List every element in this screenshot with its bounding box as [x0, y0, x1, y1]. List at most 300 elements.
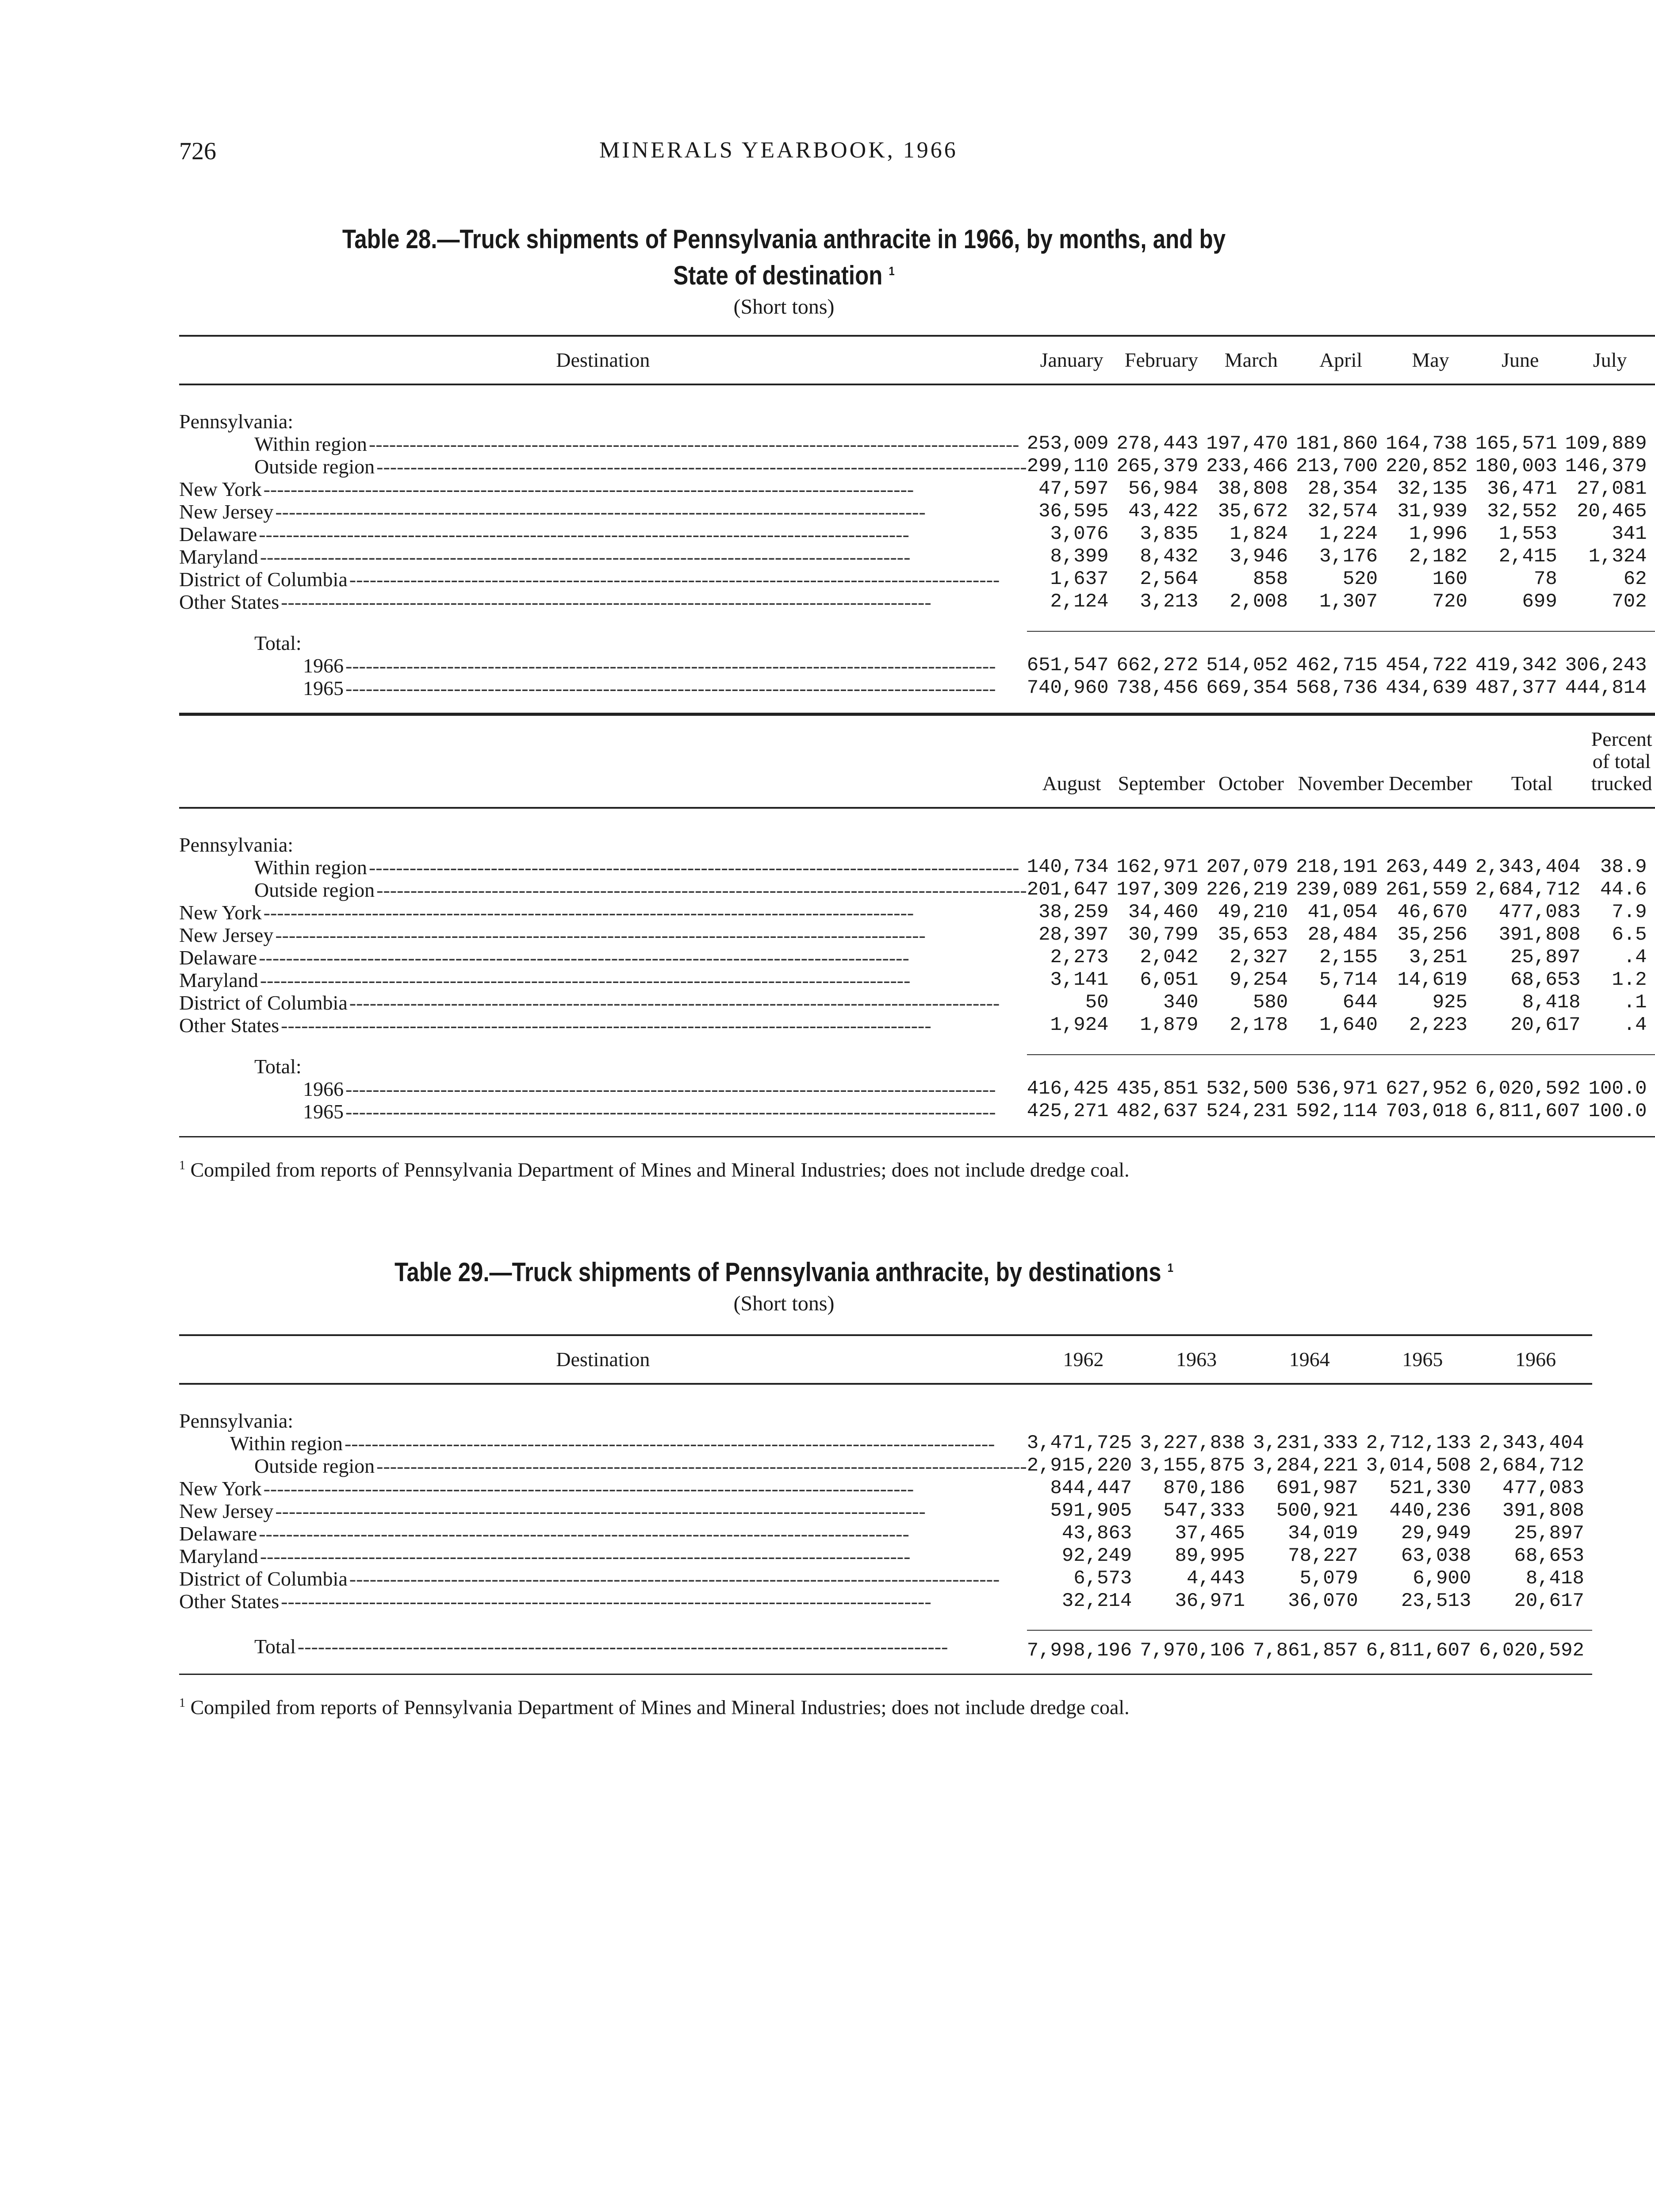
table-row — [179, 879, 1655, 901]
table-cell: 644 — [1342, 991, 1378, 1014]
table-row — [179, 1567, 1592, 1590]
table-cell: 391,808 — [1502, 1500, 1584, 1522]
table-cell: 263,449 — [1386, 856, 1467, 878]
table-cell: 500,921 — [1276, 1500, 1358, 1522]
table-row — [179, 545, 1655, 568]
leader-dots: ------------------------------------------------------------------------------------------------ — [281, 1014, 931, 1037]
rule-row — [179, 1037, 1655, 1055]
table-cell: 870,186 — [1163, 1477, 1245, 1499]
row-label-text: Other States — [179, 1014, 281, 1037]
table-cell: 3,141 — [1050, 969, 1109, 991]
table-cell: 2,124 — [1050, 591, 1109, 613]
footnote-text: Compiled from reports of Pennsylvania Department of Mines and Mineral Industries; does not include dredge coal. — [190, 1158, 1130, 1181]
table-cell: 1,996 — [1409, 523, 1467, 545]
table-cell: 1,824 — [1230, 523, 1288, 545]
table-cell: 454,722 — [1386, 654, 1467, 676]
group-row-pennsylvania-label: Pennsylvania: — [179, 833, 294, 856]
table-cell: 220,852 — [1386, 455, 1467, 477]
row-label — [179, 568, 1027, 591]
row-label-text: 1965 — [303, 1100, 345, 1123]
table-cell: 7,861,857 — [1253, 1640, 1358, 1662]
col-header: 1966 — [1515, 1348, 1556, 1371]
table-cell: 444,814 — [1565, 677, 1647, 699]
table-cell: 3,251 — [1409, 946, 1467, 968]
table-cell: 32,574 — [1307, 500, 1378, 522]
col-header: 1963 — [1176, 1348, 1217, 1371]
table-29-title — [270, 1252, 1298, 1288]
row-label-text: New Jersey — [179, 1500, 275, 1522]
row-label — [179, 1545, 1027, 1567]
leader-dots: ------------------------------------------------------------------------------------------------ — [344, 1432, 995, 1455]
row-label-text: 1966 — [303, 654, 345, 677]
leader-dots: ------------------------------------------------------------------------------------------------ — [260, 1545, 911, 1567]
leader-dots: ------------------------------------------------------------------------------------------------ — [275, 500, 926, 523]
end-rule-row — [179, 699, 1655, 714]
leader-dots: ------------------------------------------------------------------------------------------------ — [349, 991, 1000, 1014]
group-row-pennsylvania — [179, 1409, 1592, 1432]
table-cell: 6,020,592 — [1479, 1640, 1584, 1662]
table-row — [179, 946, 1655, 969]
table-29 — [179, 1252, 1584, 1719]
total-row — [179, 1078, 1655, 1100]
running-head — [179, 137, 1373, 173]
row-label — [179, 654, 1027, 677]
table-cell: 38.9 — [1600, 856, 1647, 878]
table-cell: 580 — [1253, 991, 1288, 1014]
table-cell: 1,224 — [1319, 523, 1378, 545]
table-cell: 6,573 — [1073, 1567, 1132, 1590]
table-cell: 462,715 — [1296, 654, 1378, 676]
table-cell: 2,684,712 — [1479, 1455, 1584, 1477]
group-row-pennsylvania — [179, 833, 1655, 856]
row-label — [179, 856, 1027, 879]
table-cell: 1.2 — [1612, 969, 1647, 991]
row-label — [179, 1455, 1027, 1477]
table-cell: 28,484 — [1307, 924, 1378, 946]
row-label-text: New York — [179, 901, 264, 924]
table-cell: 6,051 — [1140, 969, 1199, 991]
table-cell: 419,342 — [1475, 654, 1557, 676]
table-cell: 925 — [1432, 991, 1467, 1014]
table-cell: 3,835 — [1140, 523, 1199, 545]
row-label-text: Maryland — [179, 969, 260, 991]
leader-dots: ------------------------------------------------------------------------------------------------ — [297, 1635, 948, 1658]
row-label — [179, 478, 1027, 500]
table-cell: 592,114 — [1296, 1100, 1378, 1122]
table-cell: 299,110 — [1027, 455, 1109, 477]
table-28-part-1-body — [179, 384, 1655, 714]
col-header: Percent of total trucked — [1591, 728, 1652, 795]
table-cell: 434,639 — [1386, 677, 1467, 699]
footnote-mark: 1 — [179, 1696, 185, 1710]
table-cell: 165,571 — [1475, 433, 1557, 455]
table-row — [179, 591, 1655, 613]
leader-dots: ------------------------------------------------------------------------------------------------ — [260, 969, 911, 991]
table-cell: 62 — [1623, 568, 1647, 590]
row-label-text: Outside region — [254, 1455, 376, 1477]
table-cell: 2,223 — [1409, 1014, 1467, 1036]
table-row — [179, 924, 1655, 946]
table-cell: 2,182 — [1409, 545, 1467, 568]
row-label-text: District of Columbia — [179, 568, 349, 591]
leader-dots: ------------------------------------------------------------------------------------------------ — [345, 677, 996, 699]
table-cell: 36,471 — [1487, 478, 1557, 500]
table-cell: 3,471,725 — [1027, 1432, 1132, 1454]
table-cell: 844,447 — [1050, 1477, 1132, 1499]
table-cell: 740,960 — [1027, 677, 1109, 699]
table-cell: 20,617 — [1510, 1014, 1581, 1036]
row-label-text: District of Columbia — [179, 991, 349, 1014]
row-label-text: Total — [254, 1635, 298, 1658]
leader-dots: ------------------------------------------------------------------------------------------------ — [345, 1078, 996, 1100]
row-label — [179, 901, 1027, 924]
table-cell: 3,014,508 — [1366, 1455, 1471, 1477]
table-29-title-footnote-mark: 1 — [1167, 1261, 1173, 1275]
table-cell: 521,330 — [1389, 1477, 1471, 1499]
row-label-text: Within region — [254, 856, 369, 879]
table-cell: 547,333 — [1163, 1500, 1245, 1522]
row-label-text: Outside region — [254, 879, 376, 901]
group-row-total — [179, 631, 1655, 654]
row-label-text: 1966 — [303, 1078, 345, 1100]
table-cell: 265,379 — [1116, 455, 1199, 477]
row-label — [179, 879, 1027, 901]
table-cell: 47,597 — [1038, 478, 1109, 500]
table-cell: 261,559 — [1386, 879, 1467, 901]
table-row — [179, 901, 1655, 924]
table-cell: 34,019 — [1288, 1522, 1358, 1544]
table-28-title-line1: Table 28.—Truck shipments of Pennsylvania anthracite in 1966, by months, and by — [342, 224, 1226, 254]
row-label — [179, 946, 1027, 969]
row-label — [179, 1500, 1027, 1522]
col-header: January — [1040, 349, 1103, 371]
spacer-row — [179, 1384, 1592, 1409]
table-row — [179, 1455, 1592, 1477]
table-cell: 1,324 — [1588, 545, 1647, 568]
table-row — [179, 1477, 1592, 1500]
row-label — [179, 677, 1027, 699]
table-cell: 2,712,133 — [1366, 1432, 1471, 1454]
table-cell: 32,214 — [1061, 1590, 1132, 1612]
table-28-title-footnote-mark: 1 — [889, 264, 895, 278]
table-cell: 38,259 — [1038, 901, 1109, 923]
table-cell: 20,465 — [1577, 500, 1647, 522]
table-cell: 5,079 — [1299, 1567, 1358, 1590]
table-cell: 37,465 — [1175, 1522, 1245, 1544]
table-cell: 68,653 — [1510, 969, 1581, 991]
table-cell: 14,619 — [1397, 969, 1467, 991]
table-cell: 425,271 — [1027, 1100, 1109, 1122]
col-header: 1964 — [1289, 1348, 1330, 1371]
row-label — [179, 433, 1027, 455]
table-cell: 89,995 — [1175, 1545, 1245, 1567]
row-label-text: District of Columbia — [179, 1567, 349, 1590]
col-header: March — [1224, 349, 1278, 371]
table-cell: 702 — [1612, 591, 1647, 613]
table-row — [179, 1522, 1592, 1545]
col-header: October — [1218, 772, 1284, 795]
table-cell: 63,038 — [1401, 1545, 1471, 1567]
table-cell: 278,443 — [1116, 433, 1199, 455]
table-cell: 253,009 — [1027, 433, 1109, 455]
table-cell: 2,564 — [1140, 568, 1199, 590]
table-cell: 46,670 — [1397, 901, 1467, 923]
table-cell: 651,547 — [1027, 654, 1109, 676]
table-cell: 36,971 — [1175, 1590, 1245, 1612]
table-cell: 2,343,404 — [1479, 1432, 1584, 1454]
rule-row — [179, 613, 1655, 631]
table-row — [179, 856, 1655, 879]
table-cell: 56,984 — [1128, 478, 1199, 500]
table-cell: 1,307 — [1319, 591, 1378, 613]
table-cell: 2,684,712 — [1475, 879, 1581, 901]
table-cell: 5,714 — [1319, 969, 1378, 991]
group-row-total-label: Total: — [254, 632, 302, 654]
table-cell: 477,083 — [1502, 1477, 1584, 1499]
table-cell: 226,219 — [1206, 879, 1288, 901]
row-label — [179, 523, 1027, 545]
table-cell: 38,808 — [1218, 478, 1288, 500]
table-cell: 36,070 — [1288, 1590, 1358, 1612]
col-header: December — [1388, 772, 1472, 795]
leader-dots: ------------------------------------------------------------------------------------------------ — [376, 1455, 1027, 1477]
table-cell: 1,879 — [1140, 1014, 1199, 1036]
row-label-text: 1965 — [303, 677, 345, 699]
table-cell: 6.5 — [1612, 924, 1647, 946]
table-cell: 7,998,196 — [1027, 1640, 1132, 1662]
row-label — [179, 1590, 1027, 1613]
table-cell: 8,432 — [1140, 545, 1199, 568]
table-cell: 627,952 — [1386, 1078, 1467, 1100]
table-row — [179, 568, 1655, 591]
row-label-text: New Jersey — [179, 500, 275, 523]
table-cell: 32,135 — [1397, 478, 1467, 500]
group-row-total-label: Total: — [254, 1055, 302, 1078]
table-cell: 43,422 — [1128, 500, 1199, 522]
row-label-text: New York — [179, 1477, 264, 1500]
leader-dots: ------------------------------------------------------------------------------------------------ — [259, 523, 909, 545]
table-cell: 3,213 — [1140, 591, 1199, 613]
row-label — [179, 1630, 1027, 1662]
table-cell: 100.0 — [1588, 1078, 1647, 1100]
table-cell: 78 — [1533, 568, 1557, 590]
leader-dots: ------------------------------------------------------------------------------------------------ — [275, 1500, 926, 1522]
total-row — [179, 677, 1655, 699]
row-label — [179, 991, 1027, 1014]
table-29-body — [179, 1384, 1592, 1674]
col-header: August — [1042, 772, 1101, 795]
table-cell: 6,020,592 — [1475, 1078, 1581, 1100]
total-row — [179, 654, 1655, 677]
table-cell: 340 — [1163, 991, 1199, 1014]
table-cell: 6,811,607 — [1475, 1100, 1581, 1122]
table-28-subtitle: (Short tons) — [733, 295, 835, 319]
table-cell: 35,256 — [1397, 924, 1467, 946]
table-cell: 201,647 — [1027, 879, 1109, 901]
table-cell: 391,808 — [1498, 924, 1581, 946]
table-cell: 7,970,106 — [1140, 1640, 1245, 1662]
table-cell: 520 — [1342, 568, 1378, 590]
table-28-title — [270, 223, 1298, 292]
table-row — [179, 500, 1655, 523]
leader-dots: ------------------------------------------------------------------------------------------------ — [376, 879, 1027, 901]
table-28 — [179, 223, 1652, 1181]
table-cell: 162,971 — [1116, 856, 1199, 878]
row-label-text: New York — [179, 478, 264, 500]
table-cell: 1,553 — [1498, 523, 1557, 545]
table-cell: 514,052 — [1206, 654, 1288, 676]
table-cell: 3,946 — [1230, 545, 1288, 568]
table-cell: 233,466 — [1206, 455, 1288, 477]
table-cell: 3,284,221 — [1253, 1455, 1358, 1477]
table-row — [179, 991, 1655, 1014]
leader-dots: ------------------------------------------------------------------------------------------------ — [376, 455, 1027, 478]
table-cell: 7.9 — [1612, 901, 1647, 923]
table-cell: 3,227,838 — [1140, 1432, 1245, 1454]
table-cell: 109,889 — [1565, 433, 1647, 455]
table-cell: 197,470 — [1206, 433, 1288, 455]
table-cell: .1 — [1623, 991, 1647, 1014]
table-row — [179, 1590, 1592, 1613]
row-label — [179, 1100, 1027, 1123]
table-cell: 3,231,333 — [1253, 1432, 1358, 1454]
col-header: July — [1593, 349, 1627, 371]
row-label-text: Within region — [230, 1432, 345, 1455]
table-cell: 2,155 — [1319, 946, 1378, 968]
row-label — [179, 500, 1027, 523]
row-label-text: New Jersey — [179, 924, 275, 946]
table-cell: 568,736 — [1296, 677, 1378, 699]
table-cell: 341 — [1612, 523, 1647, 545]
table-cell: 703,018 — [1386, 1100, 1467, 1122]
table-cell: 213,700 — [1296, 455, 1378, 477]
row-label — [179, 924, 1027, 946]
table-cell: 1,640 — [1319, 1014, 1378, 1036]
row-label — [179, 1567, 1027, 1590]
leader-dots: ------------------------------------------------------------------------------------------------ — [263, 478, 914, 500]
row-label-text: Delaware — [179, 523, 259, 545]
leader-dots: ------------------------------------------------------------------------------------------------ — [349, 568, 1000, 591]
table-cell: 306,243 — [1565, 654, 1647, 676]
leader-dots: ------------------------------------------------------------------------------------------------ — [368, 856, 1019, 879]
leader-dots: ------------------------------------------------------------------------------------------------ — [281, 591, 931, 613]
col-header: 1965 — [1402, 1348, 1443, 1371]
page-number: 726 — [179, 138, 216, 165]
destination-header: Destination — [556, 349, 650, 371]
table-cell: 2,915,220 — [1027, 1455, 1132, 1477]
table-cell: 146,379 — [1565, 455, 1647, 477]
table-cell: 2,042 — [1140, 946, 1199, 968]
table-cell: 3,076 — [1050, 523, 1109, 545]
table-cell: 43,863 — [1061, 1522, 1132, 1544]
table-cell: 8,418 — [1525, 1567, 1584, 1590]
table-cell: 858 — [1253, 568, 1288, 590]
leader-dots: ------------------------------------------------------------------------------------------------ — [259, 1522, 909, 1545]
footnote-mark: 1 — [179, 1159, 185, 1172]
table-row — [179, 433, 1655, 455]
table-29-header-row — [179, 1335, 1592, 1384]
table-cell: 34,460 — [1128, 901, 1199, 923]
table-cell: 4,443 — [1186, 1567, 1245, 1590]
table-28-header-row-1 — [179, 336, 1655, 384]
end-rule-row — [179, 1662, 1592, 1674]
table-cell: 738,456 — [1116, 677, 1199, 699]
table-cell: 2,415 — [1498, 545, 1557, 568]
table-row — [179, 478, 1655, 500]
table-cell: 239,089 — [1296, 879, 1378, 901]
table-cell: 78,227 — [1288, 1545, 1358, 1567]
table-cell: .4 — [1623, 946, 1647, 968]
table-cell: 218,191 — [1296, 856, 1378, 878]
table-cell: 440,236 — [1389, 1500, 1471, 1522]
table-cell: 31,939 — [1397, 500, 1467, 522]
table-cell: 699 — [1522, 591, 1557, 613]
table-row — [179, 1500, 1592, 1522]
row-label — [179, 1432, 1027, 1455]
leader-dots: ------------------------------------------------------------------------------------------------ — [259, 946, 909, 969]
table-cell: 1,924 — [1050, 1014, 1109, 1036]
group-row-pennsylvania-label: Pennsylvania: — [179, 1409, 294, 1432]
row-label — [179, 1477, 1027, 1500]
table-cell: 35,672 — [1218, 500, 1288, 522]
leader-dots: ------------------------------------------------------------------------------------------------ — [260, 545, 911, 568]
table-cell: 28,397 — [1038, 924, 1109, 946]
row-label — [179, 1522, 1027, 1545]
table-cell: 181,860 — [1296, 433, 1378, 455]
col-header: June — [1502, 349, 1539, 371]
row-label-text: Maryland — [179, 1545, 260, 1567]
table-cell: 27,081 — [1577, 478, 1647, 500]
table-cell: 36,595 — [1038, 500, 1109, 522]
table-cell: 487,377 — [1475, 677, 1557, 699]
table-cell: 9,254 — [1230, 969, 1288, 991]
table-cell: 68,653 — [1514, 1545, 1584, 1567]
table-28-header-row-2 — [179, 715, 1655, 808]
group-row-pennsylvania — [179, 410, 1655, 433]
row-label — [179, 1014, 1027, 1037]
table-cell: 49,210 — [1218, 901, 1288, 923]
table-cell: 44.6 — [1600, 879, 1647, 901]
table-cell: 8,418 — [1522, 991, 1581, 1014]
table-cell: 3,155,875 — [1140, 1455, 1245, 1477]
table-28-part-2-body — [179, 808, 1655, 1137]
row-label-text: Other States — [179, 591, 281, 613]
table-cell: 23,513 — [1401, 1590, 1471, 1612]
table-cell: 25,897 — [1510, 946, 1581, 968]
table-row — [179, 1432, 1592, 1455]
row-label — [179, 455, 1027, 478]
table-cell: 32,552 — [1487, 500, 1557, 522]
table-row — [179, 1014, 1655, 1037]
leader-dots: ------------------------------------------------------------------------------------------------ — [345, 1100, 996, 1123]
table-row — [179, 455, 1655, 478]
end-rule-row — [179, 1123, 1655, 1137]
group-row-pennsylvania-label: Pennsylvania: — [179, 410, 294, 433]
leader-dots: ------------------------------------------------------------------------------------------------ — [345, 654, 996, 677]
table-28-grid-part-2 — [179, 714, 1655, 1137]
table-row — [179, 969, 1655, 991]
spacer-row — [179, 808, 1655, 833]
leader-dots: ------------------------------------------------------------------------------------------------ — [368, 433, 1019, 455]
leader-dots: ------------------------------------------------------------------------------------------------ — [263, 901, 914, 924]
col-header: Total — [1511, 772, 1553, 795]
table-cell: 50 — [1085, 991, 1109, 1014]
table-cell: 6,811,607 — [1366, 1640, 1471, 1662]
table-cell: 1,637 — [1050, 568, 1109, 590]
table-cell: 662,272 — [1116, 654, 1199, 676]
total-row — [179, 1100, 1655, 1123]
row-label-text: Other States — [179, 1590, 281, 1613]
